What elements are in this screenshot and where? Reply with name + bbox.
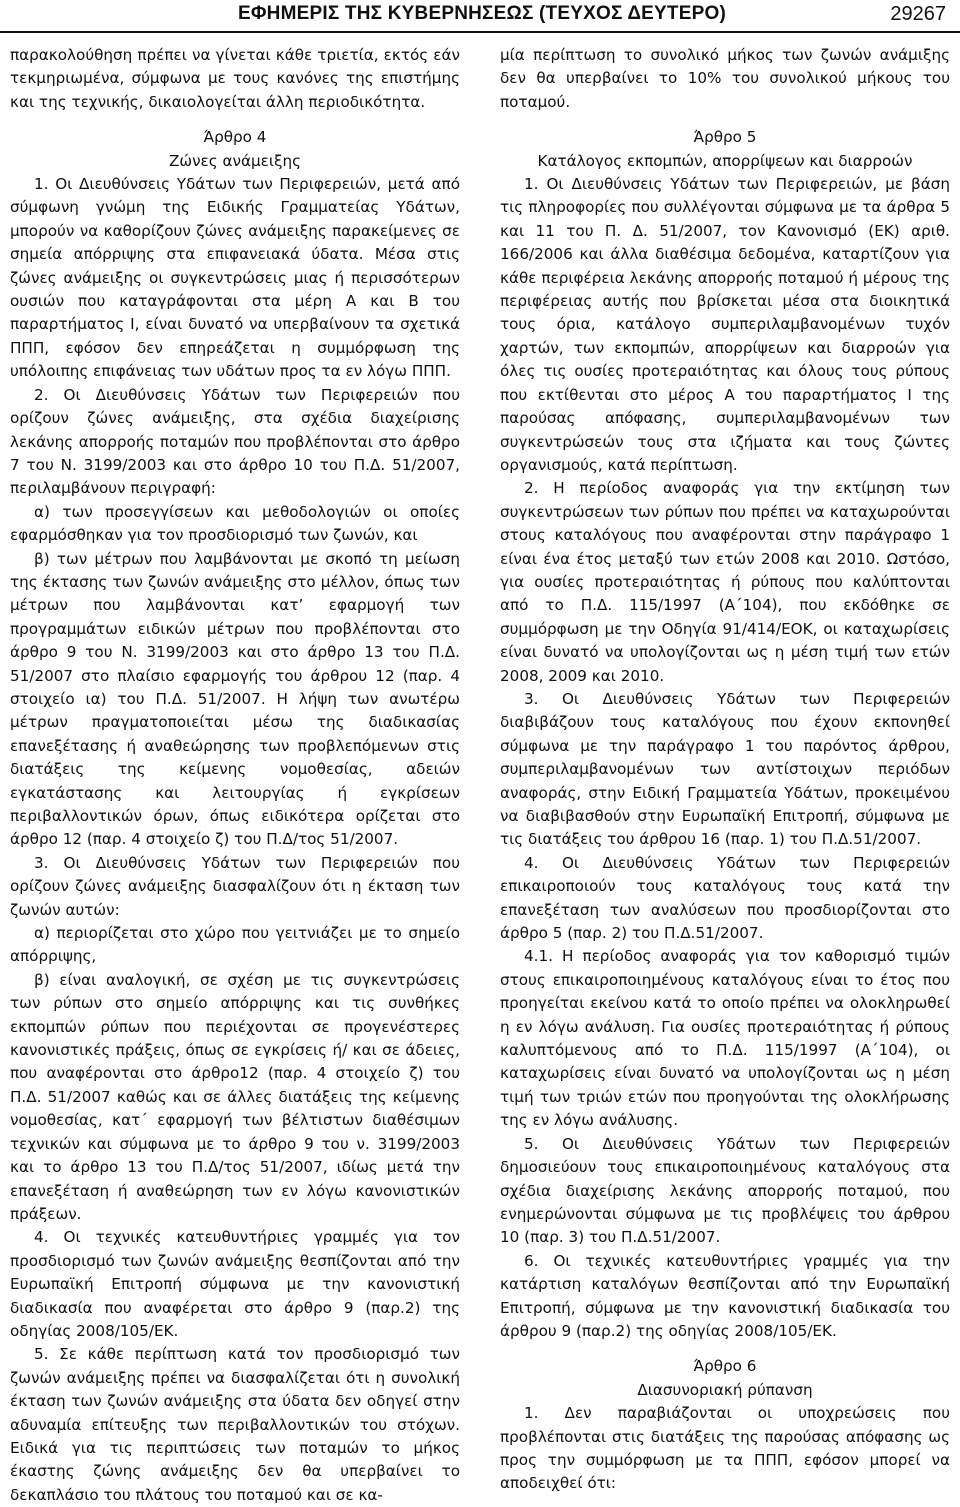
- paragraph: 3. Οι Διευθύνσεις Υδάτων των Περιφερειών διαβιβάζουν τους καταλόγους που έχουν εκπονηθεί σύμφωνα με την παράγραφο 1 του παρόντος άρθρου, συμπεριλαμβανομένων των αντίστοιχων περιόδων αναφοράς, στην Ειδική Γραμματεία Υδάτων, προκειμένου να διαβιβασθούν στην Ευρωπαϊκή Επιτροπή, σύμφωνα με τις διατάξεις του άρθρου 16 (παρ. 1) του Π.Δ.51/2007.: [500, 689, 950, 849]
- paragraph: 5. Σε κάθε περίπτωση κατά τον προσδιορισμό των ζωνών ανάμειξης πρέπει να διασφαλίζεται ότι η συνολική έκταση των ζωνών ανάμειξης στα ύδατα δεν οδηγεί στην αδυναμία επίτευξης των περιβαλλοντικών του στόχων. Ειδικά για τις περιπτώσεις των ποταμών το μήκος έκαστης ζώνης ανάμειξης δεν θα υπερβαίνει το δεκαπλάσιο του πλάτους του ποταμού και σε κα-: [10, 1345, 460, 1504]
- paragraph: β) των μέτρων που λαμβάνονται με σκοπό τη μείωση της έκτασης των ζωνών ανάμειξης στο μέλλον, όπως των μέτρων που λαμβάνονται κατ’ εφαρμογή των προγραμμάτων ειδικών μέτρων που προβλέπονται στο άρθρο 9 του Ν. 3199/2003 και στο άρθρο 13 του Π.Δ. 51/2007 στο πλαίσιο εφαρμογής του άρθρου 12 (παρ. 4 στοιχείο ια) του Π.Δ. 51/2007. Η λήψη των ανωτέρω μέτρων πραγματοποιείται μέσω της διαδικασίας επανεξέτασης ή αναθεώρησης των προβλεπόμενων στις διατάξεις της κείμενης νομοθεσίας, αδειών εγκατάστασης και λειτουργίας ή εγκρίσεων περιβαλλοντικών όρων, όπως ειδικότερα ορίζεται στο άρθρο 12 (παρ. 4 στοιχείο ζ) του Π.Δ/τος 51/2007.: [10, 549, 460, 849]
- article-4-title: Άρθρο 4: [203, 128, 267, 147]
- paragraph: 4.1. Η περίοδος αναφοράς για τον καθορισμό τιμών στους επικαιροποιημένους καταλόγους είναι το έτος που προηγείται εκείνου κατά το οποίο πρέπει να ολοκληρωθεί η εν λόγω ανάλυση. Για ουσίες προτεραιότητας ή ρύπους καλυπτόμενους από το Π.Δ. 115/1997 (Α΄104), οι καταχωρίσεις είναι δυνατό να υπολογίζονται ως η μέση τιμή των τριών ετών που προηγούνται της ολοκλήρωσης της εν λόγω ανάλυσης.: [500, 947, 950, 1130]
- paragraph: 1. Οι Διευθύνσεις Υδάτων των Περιφερειών, με βάση τις πληροφορίες που συλλέγονται σύμφωνα με τα άρθρα 5 και 11 του Π. Δ. 51/2007, τον Κανονισμό (ΕΚ) αριθ. 166/2006 και άλλα διαθέσιμα δεδομένα, καταρτίζουν για κάθε περιφέρεια λεκάνης απορροής ποταμού ή μέρους της περιφέρειας αυτής που βρίσκεται μέσα στα διοικητικά τους όρια, κατάλογο συμπεριλαμβανομένων τυχόν χαρτών, των εκπομπών, απορρίψεων και διαρροών για όλες τις ουσίες προτεραιότητας και όλους τους ρύπους που εκτίθενται στο μέρος Α του παραρτήματος Ι της παρούσας απόφασης, συμπεριλαμβανομένων των συγκεντρώσεών τους στα ιζήματα και τους ζώντες οργανισμούς, κατά περίπτωση.: [500, 175, 950, 474]
- paragraph: β) είναι αναλογική, σε σχέση με τις συγκεντρώσεις των ρύπων στο σημείο απόρριψης και τις συνθήκες εκπομπών ρύπων που περιέχονται σε προγενέστερες κανονιστικές πράξεις, όπως σε εγκρίσεις ή/ και σε άδειες, που αναφέρονται στο άρθρο12 (παρ. 4 στοιχείο ζ) του Π.Δ. 51/2007 καθώς και σε άλλες διατάξεις της κείμενης νομοθεσίας, κατ΄ εφαρμογή των βέλτιστων διαθέσιμων τεχνικών και σύμφωνα με το άρθρο 9 του ν. 3199/2003 και το άρθρο 13 του Π.Δ/τος 51/2007, ιδίως μετά την επανεξέταση ή αναθεώρηση των εν λόγω κανονιστικών πράξεων.: [10, 970, 460, 1223]
- gazette-title: ΕΦΗΜΕΡΙΣ ΤΗΣ ΚΥΒΕΡΝΗΣΕΩΣ (ΤΕΥΧΟΣ ΔΕΥΤΕΡΟ): [238, 3, 726, 24]
- paragraph: μία περίπτωση το συνολικό μήκος των ζωνών ανάμιξης δεν θα υπερβαίνει το 10% του συνολικού μήκους του ποταμού.: [500, 46, 950, 111]
- header-rule: [0, 31, 960, 33]
- paragraph: 4. Οι τεχνικές κατευθυντήριες γραμμές για τον προσδιορισμό των ζωνών ανάμειξης θεσπίζονται από την Ευρωπαϊκή Επιτροπή σύμφωνα με την κανονιστική διαδικασία που αναφέρεται στο άρθρο 9 (παρ.2) της οδηγίας 2008/105/ΕΚ.: [10, 1228, 460, 1340]
- left-column: [10, 44, 460, 1507]
- paragraph: α) των προσεγγίσεων και μεθοδολογιών οι οποίες εφαρμόσθηκαν για τον προσδιορισμό των ζωνών, και: [10, 502, 460, 545]
- paragraph: 5. Οι Διευθύνσεις Υδάτων των Περιφερειών δημοσιεύουν τους επικαιροποιημένους καταλόγους στα σχέδια διαχείρισης λεκάνης απορροής ποταμού, που ενημερώνονται σύμφωνα με τις προβλέψεις του άρθρου 10 (παρ. 3) του Π.Δ.51/2007.: [500, 1134, 950, 1247]
- article-6-title: Άρθρο 6: [693, 1357, 757, 1376]
- article-6-subtitle: Διασυνοριακή ρύπανση: [637, 1380, 813, 1399]
- paragraph: 1. Οι Διευθύνσεις Υδάτων των Περιφερειών, μετά από σύμφωνη γνώμη της Ειδικής Γραμματείας Υδάτων, μπορούν να καθορίζουν ζώνες ανάμειξης παρακείμενες σε σημεία απόρριψης στα επιφανειακά ύδατα. Μέσα στις ζώνες ανάμειξης οι συγκεντρώσεις μιας ή περισσότερων ουσιών που καταγράφονται στα μέρη Α και Β του παραρτήματος Ι, είναι δυνατό να υπερβαίνουν τα σχετικά ΠΠΠ, εφόσον δεν επηρεάζεται η συμμόρφωση της υπόλοιπης επιφάνειας των υδάτων προς τα εν λόγω ΠΠΠ.: [10, 175, 460, 381]
- paragraph: 4. Οι Διευθύνσεις Υδάτων των Περιφερειών επικαιροποιούν τους καταλόγους τους κατά την επανεξέταση των αναλύσεων που προσδιορίζονται στο άρθρο 5 (παρ. 2) του Π.Δ.51/2007.: [500, 853, 950, 943]
- article-5-subtitle: Κατάλογος εκπομπών, απορρίψεων και διαρροών: [537, 151, 913, 170]
- page-number: 29267: [890, 3, 946, 25]
- right-column: [500, 44, 950, 1496]
- article-5-title: Άρθρο 5: [693, 128, 757, 147]
- page-header: [0, 0, 960, 36]
- paragraph: παρακολούθηση πρέπει να γίνεται κάθε τριετία, εκτός εάν τεκμηριωμένα, σύμφωνα με τους κανόνες της επιστήμης και της τεχνικής, δικαιολογείται άλλη περιοδικότητα.: [10, 46, 460, 111]
- paragraph: 6. Οι τεχνικές κατευθυντήριες γραμμές για την κατάρτιση καταλόγων θεσπίζονται από την Ευρωπαϊκή Επιτροπή, σύμφωνα με την κανονιστική διαδικασία του άρθρου 9 (παρ.2) της οδηγίας 2008/105/ΕΚ.: [500, 1251, 950, 1340]
- paragraph: 1. Δεν παραβιάζονται οι υποχρεώσεις που προβλέπονται στις διατάξεις της παρούσας απόφασης ως προς την συμμόρφωση με τα ΠΠΠ, εφόσον μπορεί να αποδειχθεί ότι:: [500, 1404, 950, 1493]
- paragraph: 3. Οι Διευθύνσεις Υδάτων των Περιφερειών που ορίζουν ζώνες ανάμειξης διασφαλίζουν ότι η έκταση των ζωνών αυτών:: [10, 853, 460, 919]
- paragraph: 2. Η περίοδος αναφοράς για την εκτίμηση των συγκεντρώσεων των ρύπων που πρέπει να καταχωρούνται στους καταλόγους που αναφέρονται στην παράγραφο 1 είναι ένα έτος μεταξύ των ετών 2008 και 2010. Ωστόσο, για ουσίες προτεραιότητας ή ρύπους που καλύπτονται από το Π.Δ. 115/1997 (Α΄104), που εκδόθηκε σε συμμόρφωση με την Οδηγία 91/414/ΕΟΚ, οι καταχωρίσεις είναι δυνατό να υπολογίζονται ως η μέση τιμή των ετών 2008, 2009 και 2010.: [500, 479, 950, 685]
- article-4-subtitle: Ζώνες ανάμειξης: [168, 151, 302, 170]
- paragraph: 2. Οι Διευθύνσεις Υδάτων των Περιφερειών που ορίζουν ζώνες ανάμειξης, στα σχέδια διαχείρισης λεκάνης απορροής ποταμών που προβλέπονται στο άρθρο 7 του Ν. 3199/2003 και στο άρθρο 10 του Π.Δ. 51/2007, περιλαμβάνουν περιγραφή:: [10, 385, 460, 498]
- paragraph: α) περιορίζεται στο χώρο που γειτνιάζει με το σημείο απόρριψης,: [10, 924, 460, 966]
